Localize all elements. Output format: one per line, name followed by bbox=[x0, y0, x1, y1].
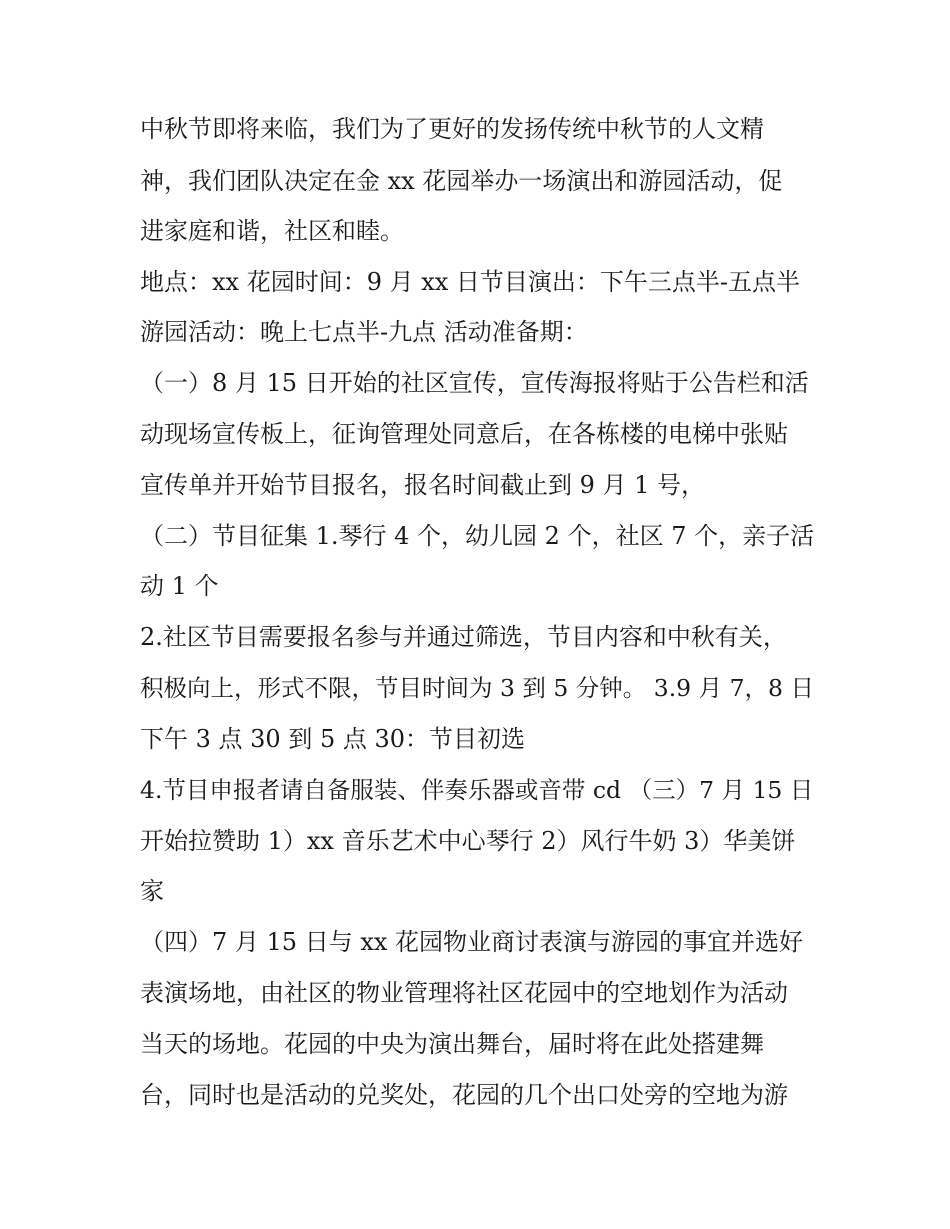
text-line: 宣传单并开始节目报名，报名时间截止到 9 月 1 号， bbox=[140, 471, 706, 499]
text-line: 进家庭和谐，社区和睦。 bbox=[140, 217, 404, 245]
text-line: 游园活动：晚上七点半-九点 活动准备期： bbox=[140, 318, 588, 346]
text-line: 4.节目申报者请自备服装、伴奏乐器或音带 cd （三）7 月 15 日 bbox=[140, 776, 814, 804]
text-line: 动现场宣传板上，征询管理处同意后，在各栋楼的电梯中张贴 bbox=[140, 420, 788, 448]
text-line: 地点：xx 花园时间：9 月 xx 日节目演出：下午三点半-五点半 bbox=[140, 268, 801, 296]
text-line: 当天的场地。花园的中央为演出舞台，届时将在此处搭建舞 bbox=[140, 1030, 764, 1058]
text-line: 表演场地，由社区的物业管理将社区花园中的空地划作为活动 bbox=[140, 979, 788, 1007]
text-line: （一）8 月 15 日开始的社区宣传，宣传海报将贴于公告栏和活 bbox=[140, 369, 809, 397]
text-line: 动 1 个 bbox=[140, 572, 219, 600]
text-line: 开始拉赞助 1）xx 音乐艺术中心琴行 2）风行牛奶 3）华美饼 bbox=[140, 827, 796, 855]
text-line: 中秋节即将来临，我们为了更好的发扬传统中秋节的人文精 bbox=[140, 115, 764, 143]
text-line: 台，同时也是活动的兑奖处，花园的几个出口处旁的空地为游 bbox=[140, 1081, 788, 1109]
text-line: 下午 3 点 30 到 5 点 30：节目初选 bbox=[140, 725, 526, 753]
text-line: 神，我们团队决定在金 xx 花园举办一场演出和游园活动，促 bbox=[140, 167, 783, 195]
text-line: （二）节目征集 1.琴行 4 个，幼儿园 2 个，社区 7 个，亲子活 bbox=[140, 522, 815, 550]
text-line: （四）7 月 15 日与 xx 花园物业商讨表演与游园的事宜并选好 bbox=[140, 928, 804, 956]
text-line: 家 bbox=[140, 877, 164, 905]
text-line: 积极向上，形式不限，节目时间为 3 到 5 分钟。 3.9 月 7，8 日 bbox=[140, 674, 814, 702]
text-line: 2.社区节目需要报名参与并通过筛选，节目内容和中秋有关， bbox=[140, 623, 787, 651]
